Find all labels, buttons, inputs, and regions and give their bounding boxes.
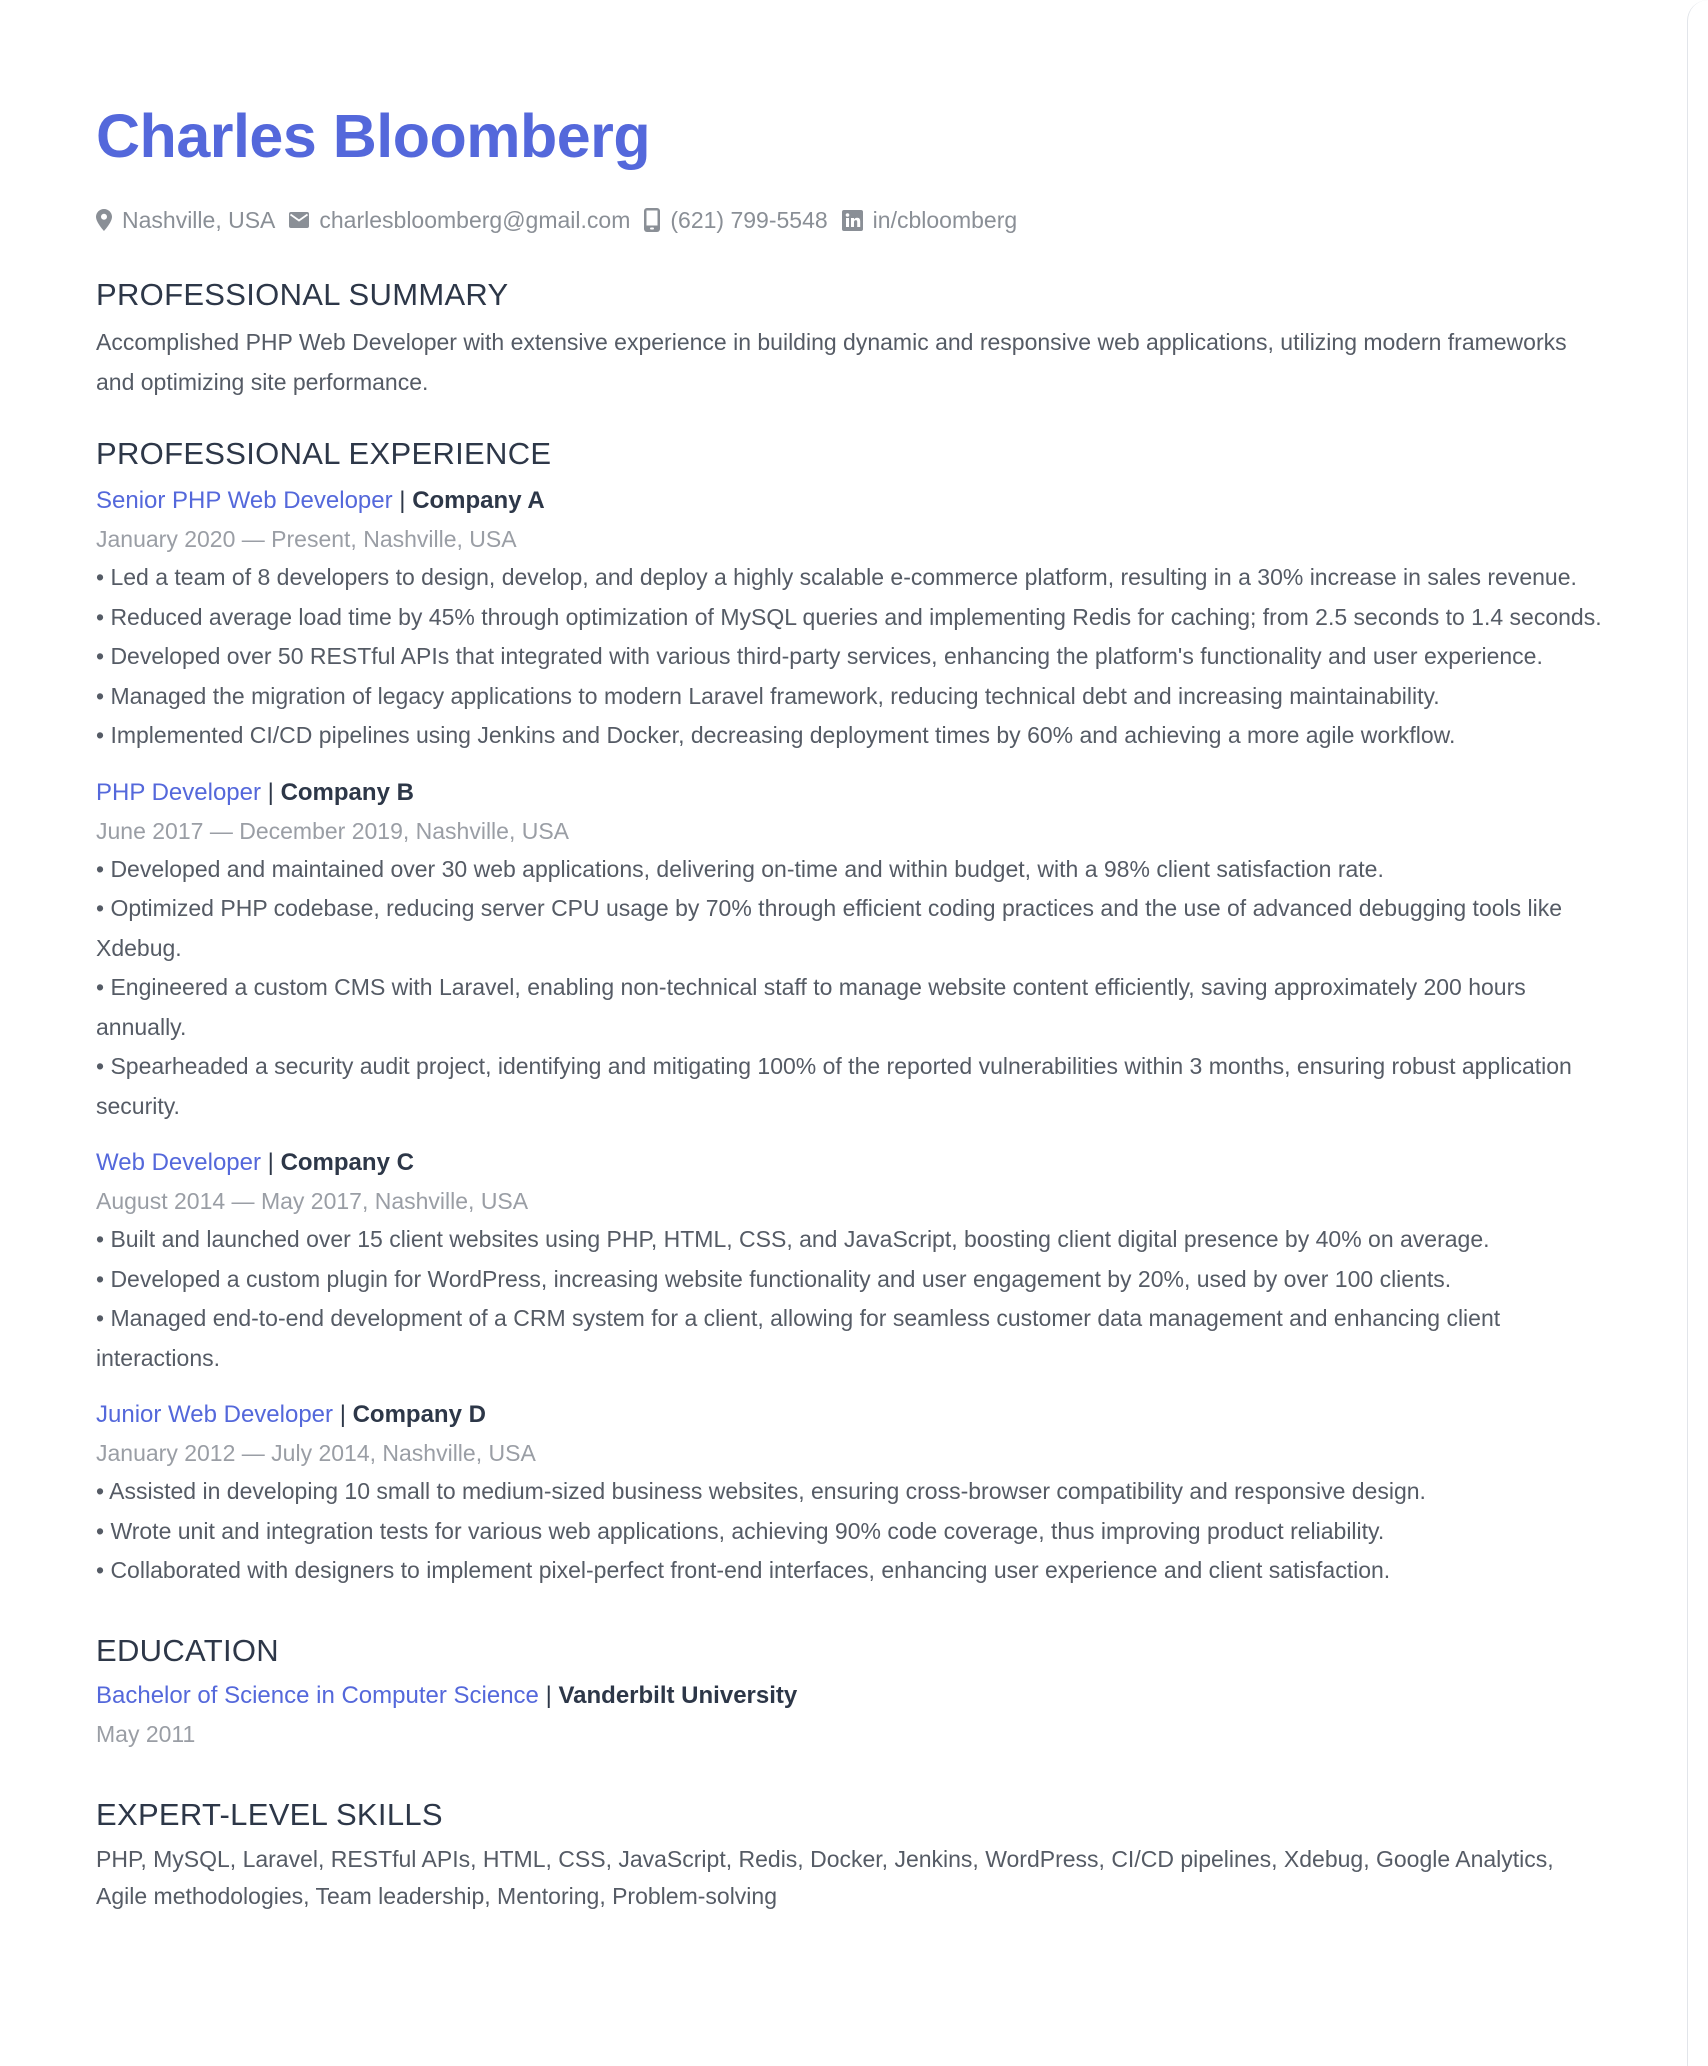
- job-dates: January 2012 — July 2014, Nashville, USA: [96, 1440, 536, 1466]
- education-section: [96, 1631, 1606, 1753]
- job-bullet: • Wrote unit and integration tests for various web applications, achieving 90% code coverage, thus improving product reliability.: [96, 1517, 1385, 1544]
- job-bullet: • Led a team of 8 developers to design, develop, and deploy a highly scalable e-commerce platform, resulting in a 30% increase in sales revenue.: [96, 564, 1577, 590]
- job-company: Company C: [280, 1149, 414, 1176]
- contact-location: [96, 205, 275, 235]
- school: Vanderbilt University: [558, 1681, 798, 1709]
- job-bullet: • Managed the migration of legacy applications to modern Laravel framework, reducing technical debt and increasing maintainability.: [96, 682, 1440, 709]
- location-pin-icon: [96, 209, 112, 231]
- linkedin-text[interactable]: in/cbloomberg: [872, 207, 1018, 233]
- contact-phone[interactable]: [644, 205, 827, 235]
- job-entry: [96, 774, 1606, 1127]
- job-dates: June 2017 — December 2019, Nashville, USA: [96, 817, 570, 844]
- job-bullet: • Optimized PHP codebase, reducing server CPU usage by 70% through efficient coding practices and the use of advanced debugging tools like Xdebug.: [96, 895, 1563, 961]
- job-bullet: • Engineered a custom CMS with Laravel, enabling non-technical staff to manage website content efficiently, saving approximately 200 hours annually.: [96, 974, 1526, 1040]
- job-bullet: • Spearheaded a security audit project, identifying and mitigating 100% of the reported vulnerabilities within 3 months, ensuring robust application security.: [96, 1053, 1572, 1119]
- candidate-name: Charles Bloomberg: [96, 102, 651, 170]
- heading-separator: |: [399, 487, 406, 514]
- experience-section: [96, 434, 1606, 1591]
- job-bullet: • Developed a custom plugin for WordPress, increasing website functionality and user engagement by 20%, used by over 100 clients.: [96, 1265, 1452, 1292]
- job-heading: [96, 1144, 1606, 1182]
- job-heading: [96, 482, 1606, 520]
- job-dates: January 2020 — Present, Nashville, USA: [96, 526, 517, 552]
- job-entry: [96, 1396, 1606, 1591]
- phone-text[interactable]: (621) 799-5548: [670, 207, 828, 233]
- job-role: Senior PHP Web Developer: [96, 487, 393, 514]
- job-heading: [96, 774, 1606, 812]
- experience-title: PROFESSIONAL EXPERIENCE: [96, 436, 552, 471]
- heading-separator: |: [267, 1149, 274, 1176]
- skills-title: EXPERT-LEVEL SKILLS: [96, 1796, 443, 1832]
- summary-text: Accomplished PHP Web Developer with extensive experience in building dynamic and responsive web applications, utilizing modern frameworks and optimizing site performance.: [96, 329, 1567, 395]
- summary-title: PROFESSIONAL SUMMARY: [96, 277, 509, 312]
- job-bullet: • Collaborated with designers to implement pixel-perfect front-end interfaces, enhancing user experience and client satisfaction.: [96, 1557, 1391, 1583]
- job-bullet: • Managed end-to-end development of a CRM system for a client, allowing for seamless customer data management and enhancing client interactions.: [96, 1305, 1501, 1371]
- job-bullet: • Built and launched over 15 client websites using PHP, HTML, CSS, and JavaScript, boosting client digital presence by 40% on average.: [96, 1226, 1490, 1252]
- job-bullet: • Reduced average load time by 45% through optimization of MySQL queries and implementing Redis for caching; from 2.5 seconds to 1.4 seconds.: [96, 603, 1602, 630]
- job-company: Company D: [352, 1401, 486, 1428]
- summary-section: [96, 275, 1606, 402]
- location-text: Nashville, USA: [122, 207, 276, 233]
- education-heading: [96, 1677, 1606, 1715]
- job-bullet: • Developed and maintained over 30 web applications, delivering on-time and within budget, with a 98% client satisfaction rate.: [96, 855, 1384, 882]
- job-role: PHP Developer: [96, 778, 261, 806]
- job-bullet: • Developed over 50 RESTful APIs that integrated with various third-party services, enhancing the platform's functionality and user experience.: [96, 643, 1543, 669]
- email-text[interactable]: charlesbloomberg@gmail.com: [319, 207, 631, 233]
- job-bullet: • Assisted in developing 10 small to medium-sized business websites, ensuring cross-browser compatibility and responsive design.: [96, 1478, 1426, 1504]
- skills-text: PHP, MySQL, Laravel, RESTful APIs, HTML, CSS, JavaScript, Redis, Docker, Jenkins, WordPress, CI/CD pipelines, Xdebug, Google Analytics, Agile methodologies, Team leadership, Mentoring, Problem-solving: [96, 1845, 1554, 1909]
- contact-email[interactable]: [289, 205, 630, 235]
- phone-icon: [644, 208, 660, 232]
- job-company: Company A: [412, 487, 545, 514]
- resume-content: [96, 100, 1606, 1915]
- heading-separator: |: [339, 1401, 346, 1428]
- job-entry: [96, 1144, 1606, 1378]
- job-role: Web Developer: [96, 1149, 261, 1176]
- heading-separator: |: [267, 778, 274, 806]
- degree: Bachelor of Science in Computer Science: [96, 1681, 539, 1709]
- envelope-icon: [289, 212, 309, 228]
- job-dates: August 2014 — May 2017, Nashville, USA: [96, 1188, 529, 1214]
- education-title: EDUCATION: [96, 1632, 279, 1668]
- job-company: Company B: [280, 778, 414, 806]
- contact-bar: [96, 205, 1606, 235]
- page-edge: [1687, 0, 1708, 2066]
- skills-section: [96, 1795, 1606, 1915]
- contact-linkedin[interactable]: [842, 205, 1017, 235]
- linkedin-icon: [842, 210, 863, 231]
- education-date: May 2011: [96, 1720, 196, 1747]
- job-role: Junior Web Developer: [96, 1401, 334, 1428]
- job-heading: [96, 1396, 1606, 1434]
- job-entry: [96, 482, 1606, 756]
- job-bullet: • Implemented CI/CD pipelines using Jenkins and Docker, decreasing deployment times by 60% and achieving a more agile workflow.: [96, 722, 1456, 748]
- education-entry: [96, 1677, 1606, 1753]
- heading-separator: |: [545, 1681, 552, 1709]
